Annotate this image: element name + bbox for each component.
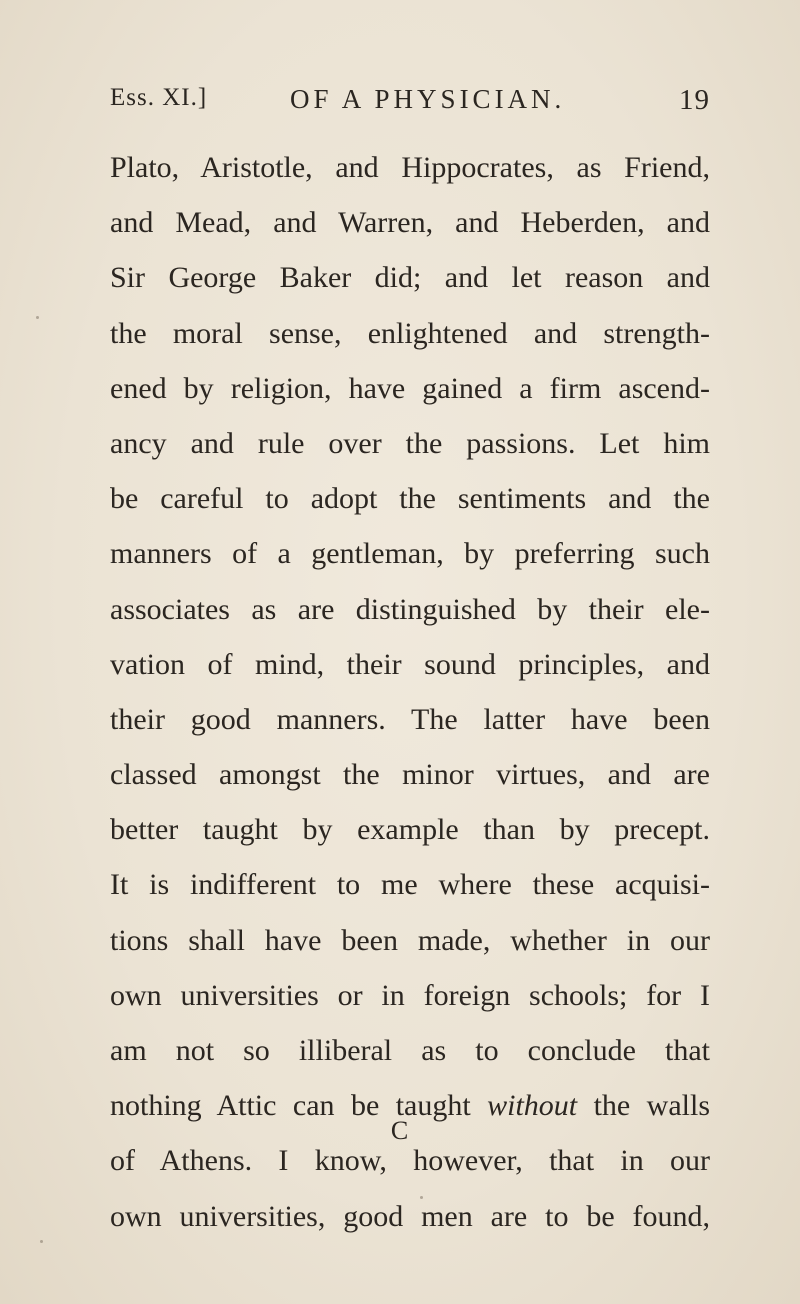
text-line: and Mead, and Warren, and Heberden, and (110, 206, 710, 240)
paper-speck (36, 316, 39, 319)
text-line: associates as are distinguished by their ele- (110, 592, 710, 626)
running-head (110, 84, 710, 124)
text-line: Plato, Aristotle, and Hippocrates, as Friend, (110, 151, 710, 184)
text-line: Sir George Baker did; and let reason and (110, 261, 710, 295)
text-line: am not so illiberal as to conclude that (110, 1034, 710, 1067)
text-line: their good manners. The latter have been (110, 702, 710, 736)
text-line: of Athens. I know, however, that in our (110, 1144, 710, 1178)
text-line: ancy and rule over the passions. Let him (110, 426, 710, 460)
text-line: manners of a gentleman, by preferring such (110, 537, 710, 571)
text-line: tions shall have been made, whether in our (110, 923, 710, 957)
signature-letter: C (390, 1116, 410, 1145)
text-line: It is indifferent to me where these acquisi- (110, 868, 710, 902)
paper-speck (420, 1196, 423, 1199)
essay-number: Ess. XI.] (110, 84, 208, 111)
paper-speck (40, 1240, 43, 1243)
running-title: OF A PHYSICIAN. (290, 84, 566, 114)
text-line: better taught by example than by precept. (110, 813, 710, 847)
text-line: vation of mind, their sound principles, and (110, 647, 710, 681)
text-line: own universities or in foreign schools; for I (110, 978, 710, 1012)
italic-word: without (487, 1089, 578, 1123)
text-line: ened by religion, have gained a firm ascend- (110, 371, 710, 405)
body-text (110, 140, 710, 1244)
text-line: the moral sense, enlightened and strength- (110, 316, 710, 350)
line-text-before: nothing Attic can be taught (110, 1089, 488, 1123)
signature-mark (0, 1116, 800, 1146)
page-number: 19 (679, 84, 710, 116)
text-line: own universities, good men are to be found, (110, 1199, 710, 1233)
text-line: be careful to adopt the sentiments and the (110, 482, 710, 516)
line-text-after: the walls (577, 1089, 710, 1123)
text-line: classed amongst the minor virtues, and are (110, 758, 710, 792)
